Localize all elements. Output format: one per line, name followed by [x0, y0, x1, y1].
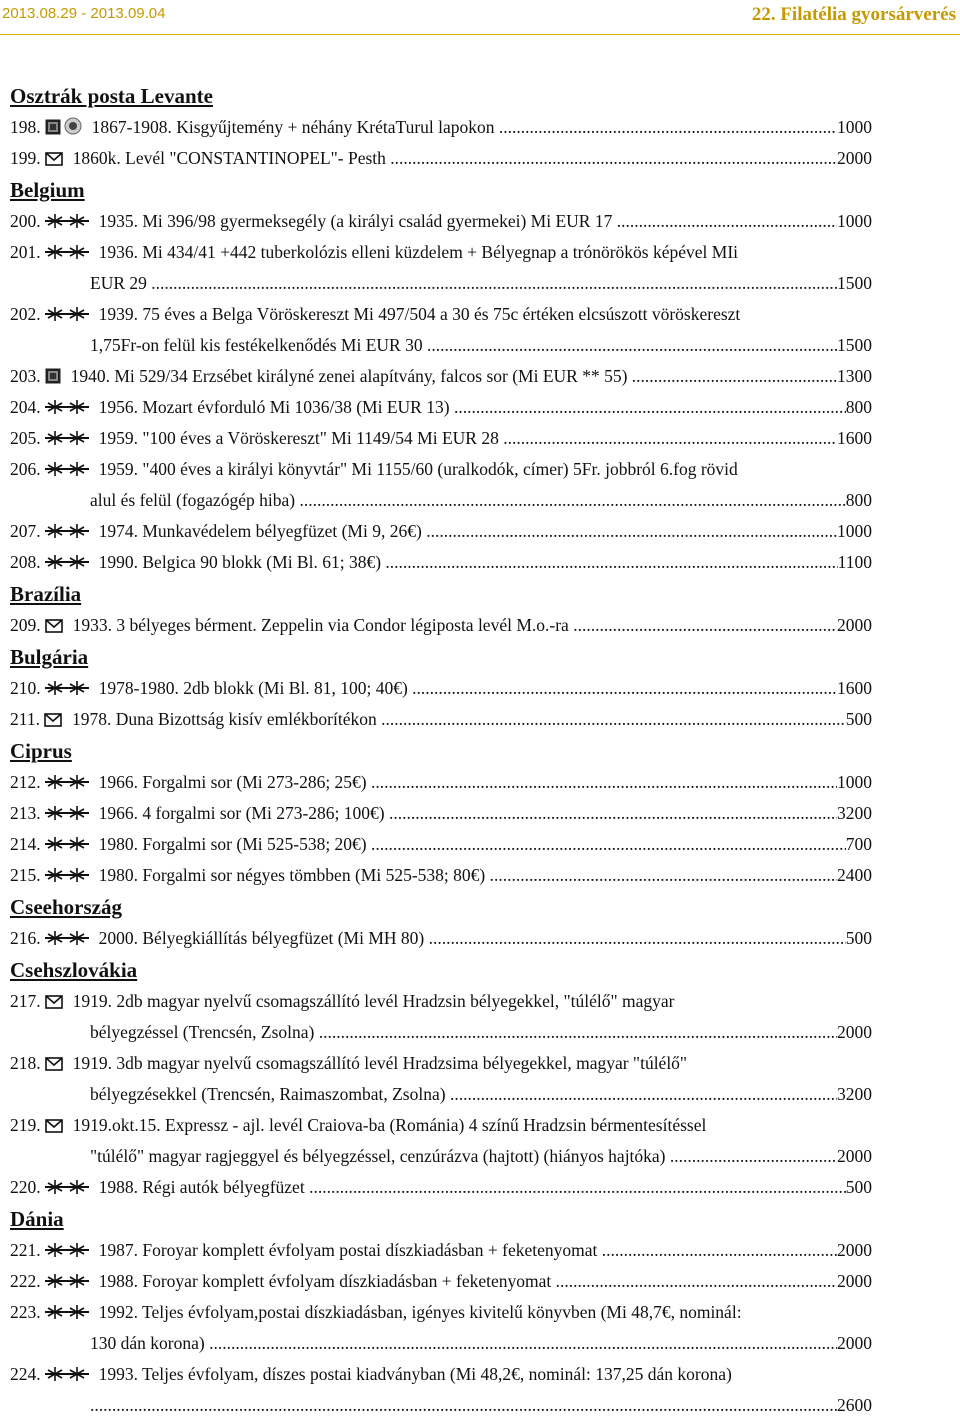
item-continuation	[10, 1390, 872, 1421]
lot-price: 800	[845, 397, 872, 417]
lot-description: 1919. 2db magyar nyelvű csomagszállító levél Hradzsin bélyegekkel, "túlélő" magyar	[72, 991, 675, 1011]
condition-icons	[45, 1112, 63, 1143]
condition-icons	[45, 1174, 89, 1205]
list-item	[10, 923, 872, 954]
envelope-icon	[45, 1050, 63, 1081]
lot-description: 1935. Mi 396/98 gyermeksegély (a királyi család gyermekei) Mi EUR 17 .....	[99, 206, 837, 237]
condition-icons	[45, 114, 82, 145]
lot-price: 2000	[837, 1240, 872, 1260]
item-row	[10, 1235, 872, 1266]
item-row	[10, 112, 872, 143]
item-row	[10, 299, 872, 330]
lot-description	[90, 1390, 837, 1421]
lot-description: bélyegzéssel (Trencsén, Zsolna) .....	[90, 1017, 837, 1048]
list-item	[10, 798, 872, 829]
stamp-icon	[45, 114, 61, 145]
list-item	[10, 143, 872, 174]
lot-description: 1978-1980. 2db blokk (Mi Bl. 81, 100; 40€) .....	[99, 673, 837, 704]
mint-icon	[45, 208, 89, 239]
section-title: Cseehország	[10, 895, 122, 919]
lot-price: 3200	[837, 1084, 872, 1104]
section-title: Bulgária	[10, 645, 89, 669]
lot-price: 2000	[837, 615, 872, 635]
condition-icons	[45, 769, 89, 800]
mint-icon	[45, 425, 89, 456]
condition-icons	[45, 862, 89, 893]
section-title: Belgium	[10, 178, 85, 202]
list-item	[10, 1048, 872, 1110]
lot-description: 1992. Teljes évfolyam,postai díszkiadásban, igényes kivitelű könyvben (Mi 48,7€, nominál:	[98, 1302, 742, 1322]
lot-description: 1959. "100 éves a Vöröskereszt" Mi 1149/54 Mi EUR 28 .....	[99, 423, 837, 454]
item-row	[10, 1359, 872, 1390]
item-row	[10, 547, 872, 578]
item-continuation	[10, 1017, 872, 1048]
condition-icons	[45, 1268, 89, 1299]
lot-price: 2000	[837, 1022, 872, 1042]
lot-price: 2600	[837, 1395, 872, 1415]
list-item	[10, 1172, 872, 1203]
lot-number: 203.	[10, 366, 41, 386]
item-row	[10, 237, 872, 268]
item-continuation	[10, 330, 872, 361]
condition-icons	[45, 675, 89, 706]
lot-price: 1000	[837, 117, 872, 137]
lot-number: 219.	[10, 1115, 41, 1135]
item-row	[10, 206, 872, 237]
list-item	[10, 112, 872, 143]
condition-icons	[45, 425, 89, 456]
envelope-icon	[45, 988, 63, 1019]
list-item	[10, 454, 872, 516]
lot-number: 216.	[10, 928, 41, 948]
condition-icons	[45, 988, 63, 1019]
mint-icon	[45, 862, 89, 893]
item-row	[10, 516, 872, 547]
list-item	[10, 547, 872, 578]
condition-icons	[45, 518, 89, 549]
date-range: 2013.08.29 - 2013.09.04	[2, 5, 166, 22]
item-row	[10, 1297, 872, 1328]
item-row	[10, 143, 872, 174]
mint-icon	[45, 1174, 89, 1205]
lot-number: 202.	[10, 304, 41, 324]
mint-icon	[45, 456, 89, 487]
lot-description: 1956. Mozart évforduló Mi 1036/38 (Mi EUR 13) .....	[99, 392, 846, 423]
list-item	[10, 860, 872, 891]
lot-price: 1000	[837, 211, 872, 231]
envelope-icon	[45, 1112, 63, 1143]
item-row	[10, 423, 872, 454]
condition-icons	[45, 831, 89, 862]
lot-number: 217.	[10, 991, 41, 1011]
lot-number: 213.	[10, 803, 41, 823]
lot-number: 208.	[10, 552, 41, 572]
lot-description: 1990. Belgica 90 blokk (Mi Bl. 61; 38€) .....	[99, 547, 838, 578]
list-item	[10, 673, 872, 704]
lot-price: 2000	[837, 148, 872, 168]
lot-number: 204.	[10, 397, 41, 417]
item-row	[10, 1048, 872, 1079]
list-item	[10, 392, 872, 423]
item-row	[10, 392, 872, 423]
lot-price: 2000	[837, 1146, 872, 1166]
lot-number: 218.	[10, 1053, 41, 1073]
list-item	[10, 237, 872, 299]
lot-price: 2400	[837, 865, 872, 885]
lot-price: 1000	[837, 521, 872, 541]
condition-icons	[45, 925, 89, 956]
lot-price: 1500	[837, 273, 872, 293]
list-item	[10, 423, 872, 454]
item-row	[10, 767, 872, 798]
mint-icon	[45, 831, 89, 862]
mint-icon	[45, 394, 89, 425]
lot-description: EUR 29 .....	[90, 268, 837, 299]
lot-number: 210.	[10, 678, 41, 698]
list-item	[10, 1297, 872, 1359]
item-continuation	[10, 1328, 872, 1359]
item-row	[10, 798, 872, 829]
lot-number: 221.	[10, 1240, 41, 1260]
condition-icons	[45, 1237, 89, 1268]
lot-number: 207.	[10, 521, 41, 541]
item-row	[10, 673, 872, 704]
lot-description: 1980. Forgalmi sor négyes tömbben (Mi 525-538; 80€) .....	[99, 860, 837, 891]
lot-description: 1,75Fr-on felül kis festékelkenődés Mi EUR 30 .....	[90, 330, 837, 361]
lot-description: 1980. Forgalmi sor (Mi 525-538; 20€) .....	[99, 829, 846, 860]
item-row	[10, 860, 872, 891]
item-row	[10, 454, 872, 485]
list-item	[10, 1235, 872, 1266]
item-row	[10, 1172, 872, 1203]
envelope-icon	[45, 612, 63, 643]
condition-icons	[45, 1050, 63, 1081]
lot-number: 209.	[10, 615, 41, 635]
mint-icon	[45, 925, 89, 956]
section-title: Dánia	[10, 1207, 64, 1231]
lot-description: 1974. Munkavédelem bélyegfüzet (Mi 9, 26€) .....	[99, 516, 837, 547]
list-item	[10, 516, 872, 547]
item-continuation	[10, 485, 872, 516]
lot-number: 223.	[10, 1302, 41, 1322]
mint-icon	[45, 769, 89, 800]
lot-description: 1987. Foroyar komplett évfolyam postai díszkiadásban + feketenyomat .....	[99, 1235, 837, 1266]
lot-number: 222.	[10, 1271, 41, 1291]
lot-description: 1860k. Levél "CONSTANTINOPEL"- Pesth .....	[73, 143, 837, 174]
mint-icon	[45, 1237, 89, 1268]
mint-icon	[45, 675, 89, 706]
condition-icons	[45, 456, 89, 487]
lot-price: 1600	[837, 428, 872, 448]
condition-icons	[45, 145, 63, 176]
lot-description: 1919. 3db magyar nyelvű csomagszállító levél Hradzsima bélyegekkel, magyar "túlélő"	[72, 1053, 688, 1073]
list-item	[10, 1266, 872, 1297]
condition-icons	[45, 800, 89, 831]
list-item	[10, 704, 872, 735]
mint-icon	[45, 518, 89, 549]
list-item	[10, 829, 872, 860]
lot-description: 1988. Foroyar komplett évfolyam díszkiadásban + feketenyomat .....	[99, 1266, 837, 1297]
page-title: 22. Filatélia gyorsárverés	[751, 4, 956, 25]
envelope-icon	[44, 706, 62, 737]
item-continuation	[10, 268, 872, 299]
list-item	[10, 986, 872, 1048]
item-row	[10, 704, 872, 735]
lot-number: 215.	[10, 865, 41, 885]
envelope-icon	[45, 145, 63, 176]
section-title: Osztrák posta Levante	[10, 84, 213, 108]
lot-number: 201.	[10, 242, 41, 262]
list-item	[10, 361, 872, 392]
lot-description: 1988. Régi autók bélyegfüzet .....	[99, 1172, 846, 1203]
mint-icon	[45, 800, 89, 831]
lot-number: 214.	[10, 834, 41, 854]
condition-icons	[45, 301, 89, 332]
lot-number: 200.	[10, 211, 41, 231]
stamp-icon	[45, 363, 61, 394]
section-title: Brazília	[10, 582, 82, 606]
lot-description: 1919.okt.15. Expressz - ajl. levél Craiova-ba (Románia) 4 színű Hradzsin bérmentesítéssel	[72, 1115, 707, 1135]
section-title: Ciprus	[10, 739, 72, 763]
item-row	[10, 361, 872, 392]
lot-number: 224.	[10, 1364, 41, 1384]
lot-price: 1000	[837, 772, 872, 792]
lot-price: 3200	[837, 803, 872, 823]
list-item	[10, 299, 872, 361]
list-item	[10, 1359, 872, 1421]
lot-price: 500	[845, 709, 872, 729]
list-item	[10, 767, 872, 798]
condition-icons	[45, 1299, 89, 1330]
lot-price: 500	[845, 1177, 872, 1197]
lot-description: 1959. "400 éves a királyi könyvtár" Mi 1155/60 (uralkodók, címer) 5Fr. jobbról 6.fog rövid	[98, 459, 738, 479]
lot-number: 220.	[10, 1177, 41, 1197]
lot-description: "túlélő" magyar ragjeggyel és bélyegzéssel, cenzúrázva (hajtott) (hiányos hajtóka) .....	[90, 1141, 837, 1172]
lot-description: 1936. Mi 434/41 +442 tuberkolózis elleni küzdelem + Bélyegnap a trónörökös képével MIi	[98, 242, 739, 262]
item-row	[10, 829, 872, 860]
list-item	[10, 206, 872, 237]
lot-description: 1993. Teljes évfolyam, díszes postai kiadványban (Mi 48,2€, nominál: 137,25 dán korona)	[98, 1364, 732, 1384]
lot-price: 2000	[837, 1271, 872, 1291]
lot-price: 700	[845, 834, 872, 854]
lot-price: 1600	[837, 678, 872, 698]
lot-number: 198.	[10, 117, 41, 137]
lot-description: 1966. 4 forgalmi sor (Mi 273-286; 100€) .....	[99, 798, 837, 829]
lot-price: 1300	[837, 366, 872, 386]
condition-icons	[45, 1361, 89, 1392]
lot-description: 1867-1908. Kisgyűjtemény + néhány KrétaTurul lapokon .....	[92, 112, 837, 143]
condition-icons	[45, 612, 63, 643]
mint-icon	[45, 1268, 89, 1299]
condition-icons	[45, 549, 89, 580]
mint-icon	[45, 549, 89, 580]
lot-number: 212.	[10, 772, 41, 792]
lot-price: 800	[845, 490, 872, 510]
lot-description: 1933. 3 bélyeges bérment. Zeppelin via Condor légiposta levél M.o.-ra .....	[73, 610, 837, 641]
lot-number: 211.	[10, 709, 40, 729]
item-continuation	[10, 1141, 872, 1172]
lot-description: 1939. 75 éves a Belga Vöröskereszt Mi 497/504 a 30 és 75c értéken elcsúszott vöröskereszt	[98, 304, 741, 324]
lot-price: 500	[845, 928, 872, 948]
lot-description: 2000. Bélyegkiállítás bélyegfüzet (Mi MH 80) .....	[99, 923, 846, 954]
lot-number: 206.	[10, 459, 41, 479]
item-row	[10, 1266, 872, 1297]
condition-icons	[45, 239, 89, 270]
lot-description: bélyegzésekkel (Trencsén, Raimaszombat, Zsolna) .....	[90, 1079, 837, 1110]
lot-description: 1966. Forgalmi sor (Mi 273-286; 25€) .....	[99, 767, 837, 798]
list-item	[10, 1110, 872, 1172]
lot-price: 1100	[837, 552, 872, 572]
item-row	[10, 610, 872, 641]
lot-description: alul és felül (fogazógép hiba) .....	[90, 485, 846, 516]
catalog-list	[10, 80, 872, 1421]
lot-price: 2000	[837, 1333, 872, 1353]
condition-icons	[45, 394, 89, 425]
item-row	[10, 986, 872, 1017]
page-header	[0, 2, 960, 30]
item-row	[10, 1110, 872, 1141]
item-row	[10, 923, 872, 954]
mint-icon	[45, 1299, 89, 1330]
condition-icons	[45, 363, 61, 394]
lot-number: 205.	[10, 428, 41, 448]
item-continuation	[10, 1079, 872, 1110]
header-divider	[0, 34, 960, 35]
lot-number: 199.	[10, 148, 41, 168]
lot-description: 1940. Mi 529/34 Erzsébet királyné zenei alapítvány, falcos sor (Mi EUR ** 55) .....	[71, 361, 837, 392]
mint-icon	[45, 1361, 89, 1392]
condition-icons	[45, 208, 89, 239]
lot-description: 130 dán korona) .....	[90, 1328, 837, 1359]
mint-icon	[45, 301, 89, 332]
list-item	[10, 610, 872, 641]
condition-icons	[44, 706, 62, 737]
lot-price: 1500	[837, 335, 872, 355]
section-title: Csehszlovákia	[10, 958, 138, 982]
lot-description: 1978. Duna Bizottság kisív emlékborítékon .....	[72, 704, 846, 735]
round-stamp-icon	[64, 114, 82, 145]
mint-icon	[45, 239, 89, 270]
